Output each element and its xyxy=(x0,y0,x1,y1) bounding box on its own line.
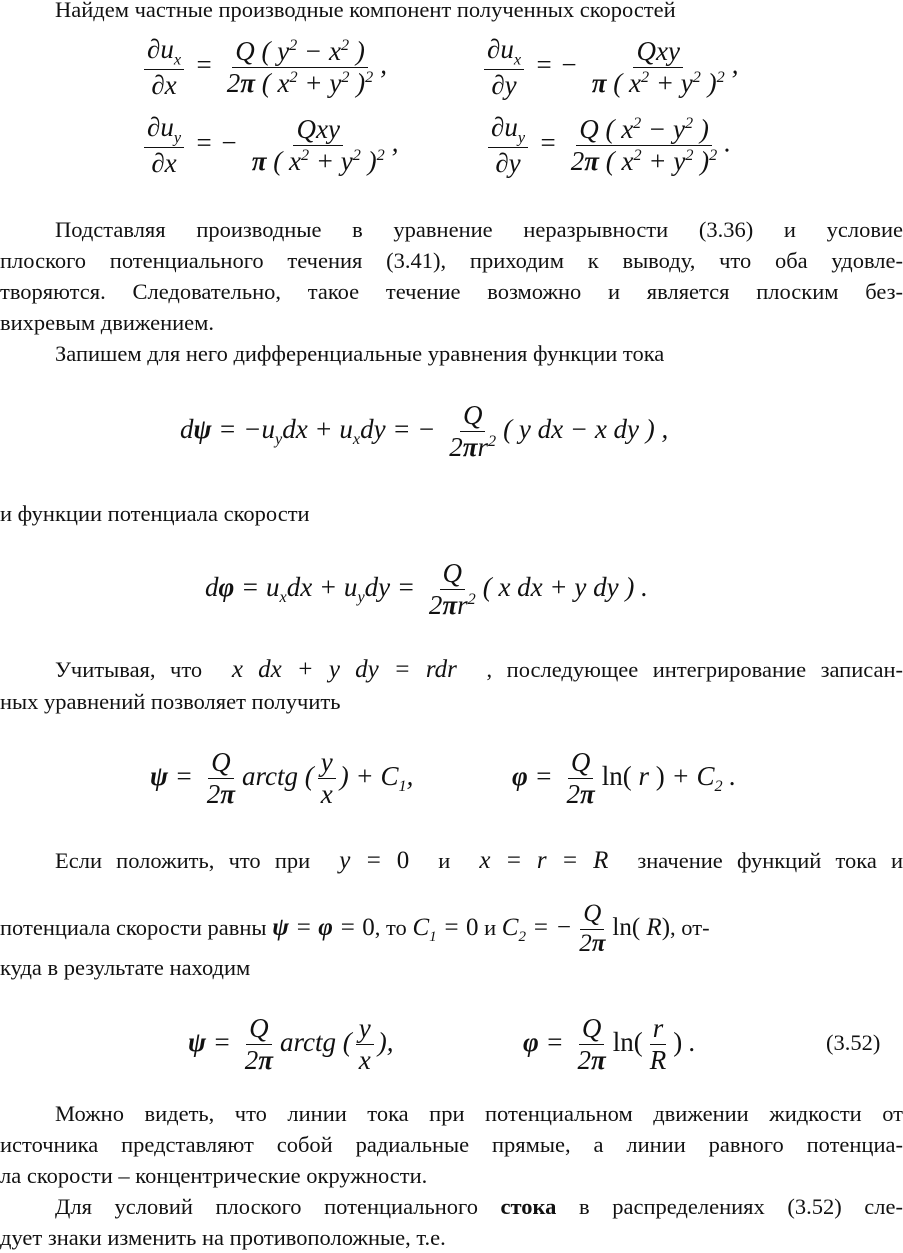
text: плоского потенциального течения (3.41), приходим к выводу, что оба удовле- xyxy=(0,248,903,273)
paragraph-continuity-line-4 xyxy=(0,307,903,338)
text: значение функций тока и xyxy=(637,848,903,873)
equation-352-psi: ψ = $\frac{Q}{2\pi}$ arctg ( $\frac{y}{x}$ ), xyxy=(188,1013,394,1076)
text: , последующее интегрирование записан- xyxy=(486,657,903,682)
text: , то xyxy=(374,914,407,940)
equation-phi-general: φ = $\frac{Q}{2\pi}$ ln( r ) + $C_2$ . xyxy=(512,747,737,810)
text: Можно видеть, что линии тока при потенциальном движении жидкости от xyxy=(55,1101,903,1126)
inline-formula-xdx: x dx + y dy = rdr xyxy=(216,656,472,683)
text: источника представляют собой радиальные прямые, а линии равного потенциа- xyxy=(0,1132,903,1157)
text: в распределениях (3.52) сле- xyxy=(579,1194,903,1219)
equation-number: (3.52) xyxy=(826,1030,881,1055)
text: творяются. Следовательно, такое течение возможно и является плоским без- xyxy=(0,279,903,304)
paragraph-integration-line-2 xyxy=(0,686,903,717)
inline-formula-xrR: x = r = R xyxy=(464,847,624,874)
text: Запишем для него дифференциальные уравнения функции тока xyxy=(55,341,665,366)
text: дует знаки изменить на противоположные, т.е. xyxy=(0,1225,446,1250)
equation-psi-general: ψ = $\frac{Q}{2\pi}$ arctg ( $\frac{y}{x}$ ) + $C_1$, xyxy=(150,747,414,810)
bold-term-sink: стока xyxy=(500,1194,557,1219)
paragraph-sink-line-1 xyxy=(0,1191,903,1222)
paragraph-sink-line-2 xyxy=(0,1222,903,1253)
text: , от- xyxy=(670,914,710,940)
paragraph-boundary-line-1 xyxy=(0,845,903,876)
text: и функции потенциала скорости xyxy=(0,501,310,526)
equation-dux-dx: $\frac{\partial u_x}{\partial x}$ = $\frac{Q ( y^2 - x^2 )}{2\pi ( x^2 + y^2 )^2}$ , xyxy=(140,34,387,101)
inline-formula-y0: y = 0 xyxy=(324,847,410,874)
equation-dux-dy: $\frac{\partial u_x}{\partial y}$ = − $\frac{\text{Qxy}}{\pi ( x^2 + y^2 )^2}$ , xyxy=(480,34,738,101)
text: куда в результате находим xyxy=(0,955,251,980)
text: Если положить, что при xyxy=(55,848,311,873)
inline-formula-psi-phi-zero: ψ = φ = 0 xyxy=(272,913,375,941)
paragraph-potential-function xyxy=(0,498,903,529)
text: Для условий плоского потенциального xyxy=(55,1194,478,1219)
paragraph-streamlines-line-1 xyxy=(0,1098,903,1129)
text: потенциала скорости равны xyxy=(0,914,267,940)
text: Учитывая, что xyxy=(55,657,203,682)
paragraph-intro xyxy=(0,0,903,25)
inline-formula-c1: $C_1 = 0$ xyxy=(412,913,479,945)
equation-duy-dx: $\frac{\partial u_y}{\partial x}$ = − $\frac{\text{Qxy}}{\pi ( x^2 + y^2 )^2}$ , xyxy=(140,112,398,179)
text: ла скорости – концентрические окружности. xyxy=(0,1163,428,1188)
equation-duy-dy: $\frac{\partial u_y}{\partial y}$ = $\frac{Q ( x^2 - y^2 )}{2\pi ( x^2 + y^2 )^2}$ . xyxy=(484,112,731,179)
paragraph-continuity-line-2 xyxy=(0,245,903,276)
paragraph-streamlines-line-2 xyxy=(0,1129,903,1160)
paragraph-continuity-line-1 xyxy=(0,214,903,245)
equation-stream-differential: $d\psi = -u_ydx + u_xdy$ = − $\frac{Q}{2\pi r^2}$ ( y dx − x dy ) , xyxy=(180,400,669,463)
paragraph-streamlines-line-3 xyxy=(0,1160,903,1191)
paragraph-boundary-line-3 xyxy=(0,952,903,983)
text: вихревым движением. xyxy=(0,310,215,335)
paragraph-stream-function xyxy=(0,338,903,369)
paragraph-integration-line-1 xyxy=(0,654,903,685)
paragraph-continuity-line-3 xyxy=(0,276,903,307)
text: ных уравнений позволяет получить xyxy=(0,689,341,714)
text: Подставляя производные в уравнение неразрывности (3.36) и условие xyxy=(55,217,903,242)
inline-formula-c2: $C_2$ = − $\frac{Q}{2\pi}$ ln( R) xyxy=(501,900,671,957)
equation-potential-differential: $d\varphi = u_xdx + u_ydy$ = $\frac{Q}{2\pi r^2}$ ( x dx + y dy ) . xyxy=(205,558,648,621)
text: и xyxy=(438,848,451,873)
equation-352-phi: φ = $\frac{Q}{2\pi}$ ln( $\frac{r}{R}$ ) . xyxy=(523,1013,696,1076)
paragraph-boundary-line-2 xyxy=(0,900,903,959)
text: и xyxy=(484,914,497,940)
text: Найдем частные производные компонент полученных скоростей xyxy=(55,0,676,22)
